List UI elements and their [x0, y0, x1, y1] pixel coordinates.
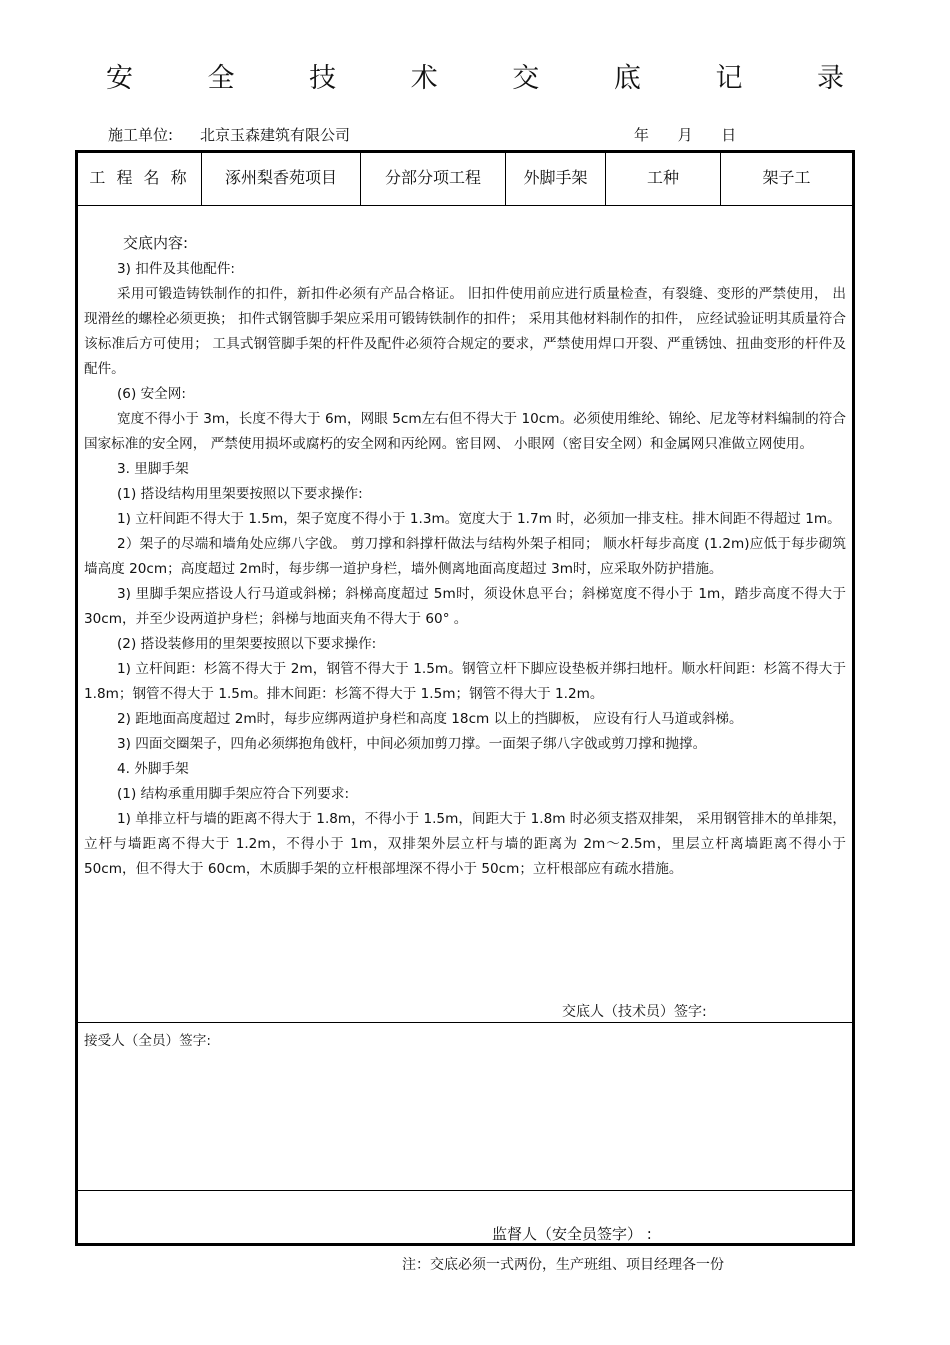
paragraph: 宽度不得小于 3m，长度不得大于 6m，网眼 5cm左右但不得大于 10cm。必须使用维纶、锦纶、尼龙等材料编制的符合国家标准的安全网， 严禁使用损坏或腐朽的安全网和丙纶网。密目网、 小眼网（密目安全网）和金属网只准做立网使用。: [84, 411, 846, 452]
discloser-signature-label: 交底人（技术员）签字:: [562, 1004, 707, 1020]
paragraph: 3) 扣件及其他配件:: [117, 261, 236, 277]
project-info-row: [78, 153, 852, 206]
page-title: 安 全 技 术 交 底 记 录: [105, 63, 878, 94]
trade-label: 工种: [606, 153, 721, 205]
unit-label: 施工单位:: [108, 126, 174, 144]
disclosure-content: [78, 205, 852, 1023]
division-label: 分部分项工程: [361, 153, 506, 205]
content-heading: 交底内容:: [123, 234, 189, 252]
supervisor-signature-label: 监督人（安全员签字） :: [492, 1225, 652, 1243]
paragraph: 3) 里脚手架应搭设人行马道或斜梯；斜梯高度超过 5m时，须设休息平台；斜梯宽度不得小于 1m，踏步高度不得大于 30cm，并至少设两道护身栏；斜梯与地面夹角不得大于 60° 。: [84, 586, 846, 627]
paragraph: 采用可锻造铸铁制作的扣件，新扣件必须有产品合格证。 旧扣件使用前应进行质量检查，有裂缝、变形的严禁使用， 出现滑丝的螺栓必须更换； 扣件式钢管脚手架应采用可锻铸铁制作的扣件； 采用其他材料制作的扣件， 应经试验证明其质量符合该标准后方可使用； 工具式钢管脚手架的杆件及配件必须符合规定的要求，严禁使用焊口开裂、严重锈蚀、扭曲变形的杆件及配件。: [84, 286, 846, 377]
project-name-label: 工 程 名 称: [78, 153, 202, 205]
paragraph: 1) 单排立杆与墙的距离不得大于 1.8m，不得小于 1.5m，间距大于 1.8m 时必须支搭双排架， 采用钢管排木的单排架，立杆与墙距离不得大于 1.2m，不得小于 1m，双排架外层立杆与墙的距离为 2m～2.5m，里层立杆离墙距离不得小于 50cm，但不得大于 60cm，木质脚手架的立杆根部埋深不得小于 50cm；立杆根部应有疏水措施。: [84, 811, 846, 877]
receiver-signature-label: 接受人（全员）签字:: [84, 1033, 211, 1049]
paragraph: 2）架子的尽端和墙角处应绑八字戗。 剪刀撑和斜撑杆做法与结构外架子相同； 顺水杆每步高度 (1.2m)应低于每步砌筑墙高度 20cm；高度超过 2m时，每步绑一道护身栏，墙外侧离地面高度超过 3m时，应采取外防护措施。: [84, 536, 846, 577]
paragraph: 3. 里脚手架: [117, 461, 189, 477]
paragraph: 2) 距地面高度超过 2m时，每步应绑两道护身栏和高度 18cm 以上的挡脚板， 应设有行人马道或斜梯。: [117, 711, 743, 727]
paragraph: (1) 搭设结构用里架要按照以下要求操作:: [117, 486, 363, 502]
division-value: 外脚手架: [506, 153, 606, 205]
paragraph: (2) 搭设装修用的里架要按照以下要求操作:: [117, 636, 377, 652]
paragraph: 1) 立杆间距：杉篙不得大于 2m，钢管不得大于 1.5m。钢管立杆下脚应设垫板并绑扫地杆。顺水杆间距：杉篙不得大于 1.8m；钢管不得大于 1.5m。排木间距：杉篙不得大于 1.5m；钢管不得大于 1.2m。: [84, 661, 846, 702]
paragraph: (1) 结构承重用脚手架应符合下列要求:: [117, 786, 350, 802]
trade-value: 架子工: [762, 168, 811, 187]
paragraph: 1) 立杆间距不得大于 1.5m，架子宽度不得小于 1.3m。宽度大于 1.7m 时，必须加一排支柱。排木间距不得超过 1m。: [117, 511, 841, 527]
paragraph: 3) 四面交圈架子，四角必须绑抱角戗杆，中间必须加剪刀撑。一面架子绑八字戗或剪刀撑和抛撑。: [117, 736, 707, 752]
paragraph: (6) 安全网:: [117, 386, 186, 402]
footnote: 注：交底必须一式两份，生产班组、项目经理各一份: [402, 1257, 724, 1273]
unit-name: 北京玉森建筑有限公司: [200, 126, 351, 144]
paragraph: 4. 外脚手架: [117, 761, 189, 777]
project-name-value: 涿州梨香苑项目: [202, 153, 361, 205]
receiver-section: [78, 1023, 852, 1191]
content-body: [84, 257, 846, 882]
record-table: [75, 150, 855, 1246]
date-field: 年 月 日: [634, 126, 737, 144]
